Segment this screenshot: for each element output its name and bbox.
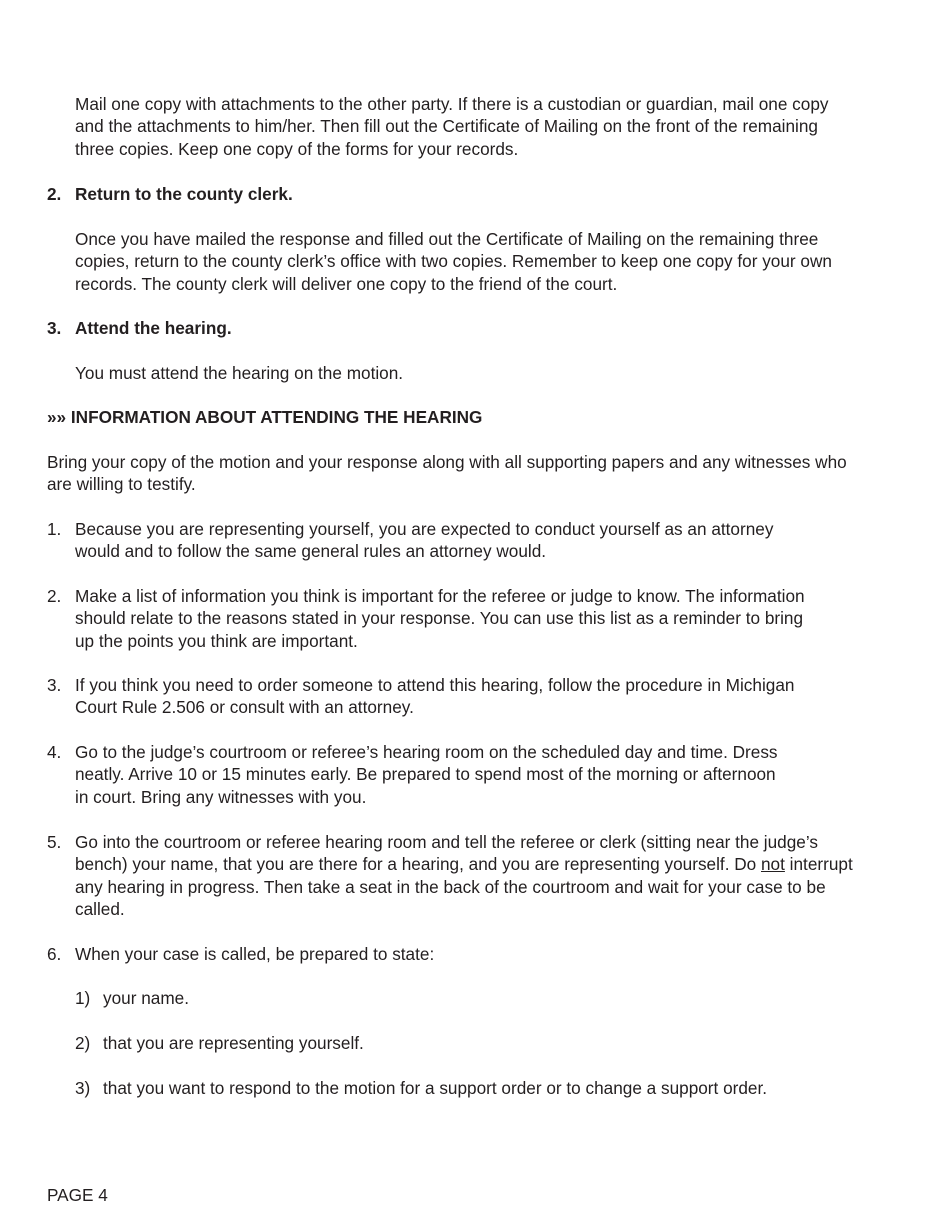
- list-item-number: 6.: [47, 944, 62, 964]
- sub-list-item-number: 1): [75, 988, 91, 1008]
- list-item-text: [75, 741, 920, 808]
- list-item-line: Go into the courtroom or referee hearing room and tell the referee or clerk (sitting near the judge’s: [75, 832, 818, 852]
- sub-list-item: [0, 1077, 950, 1101]
- step-return-to-clerk-body: [75, 228, 920, 295]
- list-item-line: Make a list of information you think is important for the referee or judge to know. The information: [75, 586, 805, 606]
- section-intro: [47, 451, 917, 496]
- step-title: Return to the county clerk.: [75, 184, 293, 204]
- list-item-number: 1.: [47, 519, 62, 539]
- list-item-line: would and to follow the same general rules an attorney would.: [75, 541, 547, 562]
- intro-line: Mail one copy with attachments to the other party. If there is a custodian or guardian, mail one copy: [75, 94, 829, 114]
- sub-list-item-text: that you want to respond to the motion for a support order or to change a support order.: [103, 1078, 768, 1098]
- list-item: [0, 518, 950, 564]
- list-item-number: 3.: [47, 675, 62, 695]
- step-body-line: copies, return to the county clerk’s office with two copies. Remember to keep one copy for your own: [75, 251, 832, 272]
- list-item: [0, 831, 950, 921]
- list-item-text: When your case is called, be prepared to state:: [75, 944, 435, 964]
- list-item-line: If you think you need to order someone to attend this hearing, follow the procedure in Michigan: [75, 675, 795, 695]
- list-item: [0, 674, 950, 720]
- step-body-line: You must attend the hearing on the motion.: [75, 363, 404, 383]
- step-title: Attend the hearing.: [75, 318, 232, 338]
- list-item-line: should relate to the reasons stated in your response. You can use this list as a reminder to bring: [75, 608, 804, 629]
- list-item-line: any hearing in progress. Then take a seat in the back of the courtroom and wait for your case to be: [75, 876, 826, 897]
- list-item-number: 5.: [47, 832, 62, 852]
- list-item-text: [75, 518, 920, 563]
- list-item-text: [75, 674, 920, 719]
- emphasis-underline: not: [761, 854, 785, 875]
- step-body-line: records. The county clerk will deliver one copy to the friend of the court.: [75, 273, 618, 294]
- sub-list-item-text: that you are representing yourself.: [103, 1033, 364, 1053]
- sub-list-item-number: 2): [75, 1033, 91, 1053]
- step-attend-hearing-body: [75, 362, 920, 384]
- list-item: [0, 741, 950, 809]
- list-item: [0, 943, 950, 967]
- list-item-line: in court. Bring any witnesses with you.: [75, 786, 367, 807]
- list-item: [0, 585, 950, 653]
- list-item-line: Court Rule 2.506 or consult with an attorney.: [75, 697, 414, 718]
- section-intro-line: are willing to testify.: [47, 474, 196, 495]
- list-item-number: 2.: [47, 586, 62, 606]
- page-number: PAGE 4: [47, 1185, 108, 1205]
- section-heading: »» INFORMATION ABOUT ATTENDING THE HEARING: [47, 407, 483, 427]
- list-item-line: neatly. Arrive 10 or 15 minutes early. Be prepared to spend most of the morning or afternoon: [75, 764, 776, 785]
- sub-list-item-number: 3): [75, 1078, 91, 1098]
- intro-line: three copies. Keep one copy of the forms for your records.: [75, 138, 519, 159]
- list-item-line: called.: [75, 899, 125, 920]
- step-number: 3.: [47, 318, 62, 338]
- list-item-line: up the points you think are important.: [75, 630, 358, 651]
- list-item-text: [75, 831, 925, 921]
- list-item-line: Because you are representing yourself, you are expected to conduct yourself as an attorney: [75, 519, 774, 539]
- list-item-text: [75, 585, 920, 652]
- intro-paragraph: [75, 93, 920, 160]
- section-intro-line: Bring your copy of the motion and your response along with all supporting papers and any witnesses who: [47, 452, 847, 472]
- list-item-line: [75, 853, 925, 875]
- intro-line: and the attachments to him/her. Then fill out the Certificate of Mailing on the front of the remaining: [75, 116, 818, 137]
- step-body-line: Once you have mailed the response and filled out the Certificate of Mailing on the remaining three: [75, 229, 819, 249]
- sub-list-item-text: your name.: [103, 988, 189, 1008]
- sub-list-item: [0, 1032, 950, 1056]
- list-item-line: Go to the judge’s courtroom or referee’s hearing room on the scheduled day and time. Dress: [75, 742, 778, 762]
- step-number: 2.: [47, 184, 62, 204]
- list-item-line-part: bench) your name, that you are there for a hearing, and you are representing yourself. Do: [75, 854, 761, 875]
- list-item-number: 4.: [47, 742, 62, 762]
- list-item-line-part: interrupt: [784, 854, 853, 875]
- sub-list-item: [0, 987, 950, 1011]
